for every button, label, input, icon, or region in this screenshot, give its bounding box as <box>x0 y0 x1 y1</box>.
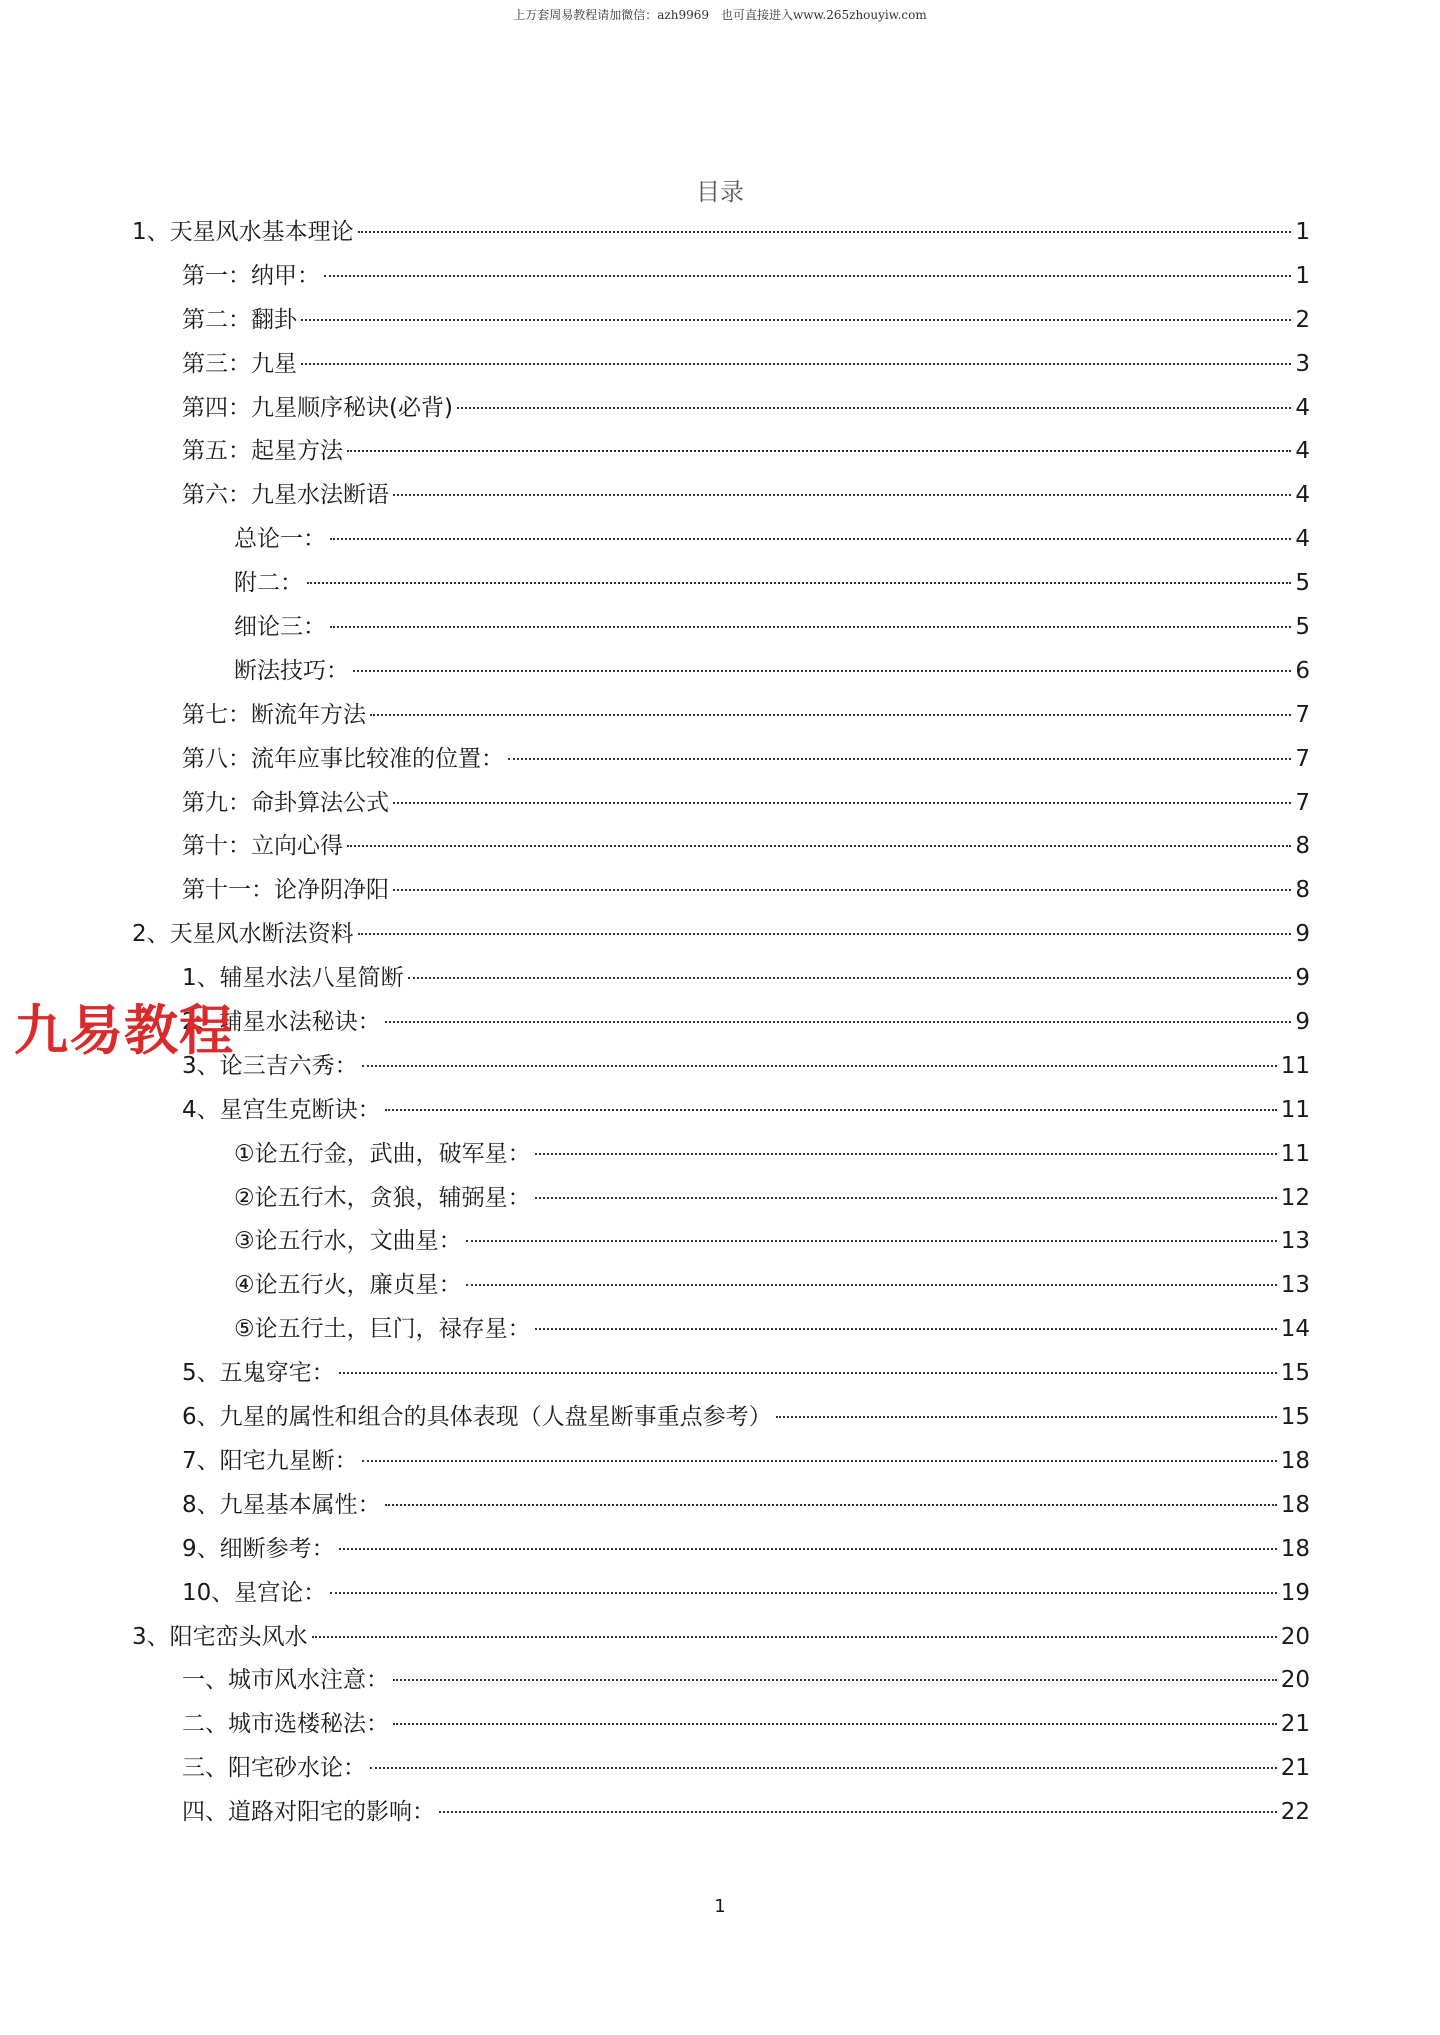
page-number: 1 <box>714 1896 726 1917</box>
toc-dot-leader <box>358 933 1292 935</box>
toc-dot-leader <box>457 407 1291 409</box>
toc-entry[interactable] <box>0 255 1440 299</box>
toc-entry-page: 11 <box>1280 1140 1310 1167</box>
toc-dot-leader <box>353 670 1291 672</box>
toc-dot-leader <box>535 1328 1277 1330</box>
toc-entry-label: 第十：立向心得 <box>182 833 343 860</box>
toc-entry-label: 第五：起星方法 <box>182 438 343 465</box>
toc-entry-page: 6 <box>1295 657 1310 684</box>
toc-entry-label: 第十一：论净阴净阳 <box>182 877 389 904</box>
toc-dot-leader <box>776 1416 1277 1418</box>
toc-entry-page: 18 <box>1280 1491 1310 1518</box>
toc-entry-page: 1 <box>1295 219 1310 245</box>
toc-entry-label: ④论五行火，廉贞星： <box>234 1272 462 1299</box>
toc-dot-leader <box>339 1372 1277 1374</box>
toc-dot-leader <box>466 1284 1277 1286</box>
toc-entry-page: 13 <box>1280 1228 1310 1255</box>
toc-entry-page: 12 <box>1280 1184 1310 1211</box>
toc-entry[interactable] <box>0 299 1440 343</box>
toc-dot-leader <box>330 538 1291 540</box>
toc-entry-label: 4、星宫生克断诀： <box>182 1096 381 1123</box>
toc-entry[interactable] <box>0 1396 1440 1440</box>
watermark: 九易教程 <box>14 999 234 1062</box>
toc-entry[interactable] <box>0 1659 1440 1703</box>
toc-dot-leader <box>385 1109 1277 1111</box>
toc-entry-page: 19 <box>1280 1579 1310 1606</box>
toc-entry-page: 8 <box>1295 833 1310 860</box>
toc-entry-label: 第九：命卦算法公式 <box>182 789 389 816</box>
toc-entry-page: 21 <box>1280 1711 1310 1738</box>
toc-dot-leader <box>393 802 1291 804</box>
toc-entry-label: 9、细断参考： <box>182 1535 335 1562</box>
toc-entry-label: 四、道路对阳宅的影响： <box>182 1799 435 1826</box>
toc-dot-leader <box>393 889 1291 891</box>
toc-entry-page: 4 <box>1295 482 1310 509</box>
toc-dot-leader <box>535 1197 1277 1199</box>
toc-entry-page: 11 <box>1280 1096 1310 1123</box>
toc-entry-page: 14 <box>1280 1316 1310 1343</box>
toc-entry-label: 附二： <box>234 570 303 597</box>
toc-entry[interactable] <box>0 738 1440 782</box>
toc-dot-leader <box>330 1592 1276 1594</box>
toc-entry-label: 总论一： <box>234 526 326 553</box>
toc-dot-leader <box>393 1723 1277 1725</box>
toc-dot-leader <box>393 1679 1277 1681</box>
toc-entry-label: 6、九星的属性和组合的具体表现（人盘星断事重点参考） <box>182 1404 772 1431</box>
toc-entry-page: 15 <box>1280 1404 1310 1431</box>
toc-entry-page: 2 <box>1295 306 1310 333</box>
toc-entry-label: 8、九星基本属性： <box>182 1491 381 1518</box>
toc-entry-label: ②论五行木，贪狼，辅弼星： <box>234 1184 531 1211</box>
toc-entry-page: 18 <box>1280 1535 1310 1562</box>
toc-entry[interactable] <box>0 869 1440 913</box>
toc-entry[interactable] <box>0 430 1440 474</box>
toc-dot-leader <box>347 450 1291 452</box>
toc-entry-page: 9 <box>1295 965 1310 992</box>
toc-entry-page: 20 <box>1280 1623 1310 1650</box>
toc-entry-page: 9 <box>1295 921 1310 948</box>
toc-dot-leader <box>408 977 1292 979</box>
toc-entry-page: 3 <box>1295 350 1310 377</box>
toc-entry[interactable] <box>0 650 1440 694</box>
toc-dot-leader <box>439 1811 1277 1813</box>
toc-dot-leader <box>393 494 1291 496</box>
toc-entry-label: 细论三： <box>234 614 326 641</box>
toc-entry-page: 4 <box>1295 438 1310 465</box>
toc-entry-label: 第六：九星水法断语 <box>182 482 389 509</box>
toc-entry[interactable] <box>0 782 1440 826</box>
toc-dot-leader <box>385 1021 1292 1023</box>
toc-entry[interactable] <box>0 1264 1440 1308</box>
toc-dot-leader <box>362 1460 1277 1462</box>
page-title: 目录 <box>696 178 744 206</box>
toc-dot-leader <box>301 363 1291 365</box>
toc-entry-page: 20 <box>1280 1667 1310 1694</box>
toc-entry[interactable] <box>0 387 1440 431</box>
toc-entry-label: 1、天星风水基本理论 <box>132 219 354 245</box>
toc-dot-leader <box>301 319 1291 321</box>
toc-dot-leader <box>312 1636 1277 1638</box>
toc-entry-label: ⑤论五行土，巨门，禄存星： <box>234 1316 531 1343</box>
toc-entry-label: 第八：流年应事比较准的位置： <box>182 745 504 772</box>
toc-entry-page: 5 <box>1295 570 1310 597</box>
toc-dot-leader <box>347 845 1291 847</box>
toc-entry[interactable] <box>0 694 1440 738</box>
toc-dot-leader <box>330 626 1291 628</box>
toc-entry[interactable] <box>0 1089 1440 1133</box>
toc-dot-leader <box>362 1065 1277 1067</box>
toc-entry-page: 11 <box>1280 1052 1310 1079</box>
toc-entry-page: 5 <box>1295 614 1310 641</box>
toc-entry-label: 第三：九星 <box>182 350 297 377</box>
toc-entry-page: 22 <box>1280 1799 1310 1826</box>
toc-entry[interactable] <box>0 1440 1440 1484</box>
toc-dot-leader <box>508 758 1291 760</box>
toc-entry-label: ③论五行水，文曲星： <box>234 1228 462 1255</box>
toc-entry-label: 1、辅星水法八星简断 <box>182 965 404 992</box>
toc-entry-page: 9 <box>1295 1009 1310 1036</box>
toc-dot-leader <box>535 1153 1277 1155</box>
toc-entry[interactable] <box>0 1528 1440 1572</box>
toc-entry[interactable] <box>0 1220 1440 1264</box>
toc-entry[interactable] <box>0 1352 1440 1396</box>
toc-dot-leader <box>370 714 1291 716</box>
toc-entry-label: 第二：翻卦 <box>182 306 297 333</box>
page-header: 上万套周易教程请加微信：azh9969 也可直接进入www.265zhouyiw.com <box>513 8 927 22</box>
toc-dot-leader <box>324 275 1291 277</box>
toc-entry-label: 7、阳宅九星断： <box>182 1447 358 1474</box>
toc-entry[interactable] <box>0 1703 1440 1747</box>
toc-entry-label: 第七：断流年方法 <box>182 701 366 728</box>
toc-entry[interactable] <box>0 1484 1440 1528</box>
toc-dot-leader <box>307 582 1291 584</box>
toc-entry-label: 三、阳宅砂水论： <box>182 1755 366 1782</box>
toc-entry-label: 第一：纳甲： <box>182 262 320 289</box>
toc-entry-label: 3、阳宅峦头风水 <box>132 1623 308 1650</box>
toc-entry-label: ①论五行金，武曲，破军星： <box>234 1140 531 1167</box>
toc-entry-label: 断法技巧： <box>234 657 349 684</box>
toc-entry-page: 21 <box>1280 1755 1310 1782</box>
toc-entry-page: 18 <box>1280 1447 1310 1474</box>
toc-entry[interactable] <box>0 1616 1440 1660</box>
toc-entry[interactable] <box>0 1791 1440 1835</box>
toc-entry-page: 1 <box>1295 262 1310 289</box>
toc-entry-page: 4 <box>1295 526 1310 553</box>
toc-entry-page: 13 <box>1280 1272 1310 1299</box>
toc-entry[interactable] <box>0 913 1440 957</box>
toc-entry[interactable] <box>0 518 1440 562</box>
toc-entry-page: 7 <box>1295 789 1310 816</box>
toc-entry-label: 一、城市风水注意： <box>182 1667 389 1694</box>
toc-entry[interactable] <box>0 1177 1440 1221</box>
toc-entry[interactable] <box>0 211 1440 255</box>
toc-entry-label: 3、论三吉六秀： <box>182 1052 358 1079</box>
toc-entry[interactable] <box>0 1572 1440 1616</box>
toc-entry-label: 2、天星风水断法资料 <box>132 921 354 948</box>
toc-entry[interactable] <box>0 343 1440 387</box>
toc-entry-page: 7 <box>1295 745 1310 772</box>
toc-dot-leader <box>339 1548 1277 1550</box>
toc-entry-label: 第四：九星顺序秘诀(必背) <box>182 394 453 421</box>
toc-entry[interactable] <box>0 606 1440 650</box>
toc-entry-label: 2、辅星水法秘诀： <box>182 1009 381 1036</box>
toc-entry[interactable] <box>0 474 1440 518</box>
toc-entry[interactable] <box>0 825 1440 869</box>
toc-entry-page: 7 <box>1295 701 1310 728</box>
toc-entry-label: 二、城市选楼秘法： <box>182 1711 389 1738</box>
toc-entry-label: 5、五鬼穿宅： <box>182 1360 335 1387</box>
toc-entry[interactable] <box>0 1747 1440 1791</box>
toc-dot-leader <box>466 1240 1277 1242</box>
toc-entry-label: 10、星宫论： <box>182 1579 327 1606</box>
toc-entry[interactable] <box>0 1133 1440 1177</box>
toc-entry-page: 15 <box>1280 1360 1310 1387</box>
toc-dot-leader <box>370 1767 1277 1769</box>
toc-entry-page: 8 <box>1295 877 1310 904</box>
toc-entry-page: 4 <box>1295 394 1310 421</box>
toc-dot-leader <box>385 1504 1277 1506</box>
toc-entry[interactable] <box>0 1308 1440 1352</box>
toc-dot-leader <box>358 231 1292 233</box>
toc-entry[interactable] <box>0 562 1440 606</box>
